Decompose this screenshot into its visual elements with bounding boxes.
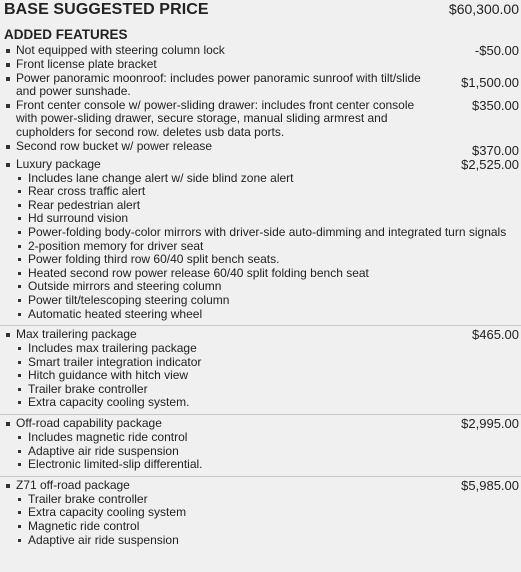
feature-text: Luxury package (16, 156, 101, 171)
sub-text: Power-folding body-color mirrors with driver-side auto-dimming and integrated turn signals (28, 224, 507, 239)
feature-text: Off-road capability package (16, 416, 162, 431)
sub-item (0, 253, 521, 267)
feature-item (0, 72, 521, 99)
sub-text: Trailer brake controller (28, 381, 148, 396)
feature-price: $5,985.00 (461, 477, 519, 493)
bullet-icon (6, 104, 10, 108)
feature-text: Front center console w/ power-sliding drawer: includes front center console with power-sliding drawer, secure storage, manual sliding armrest and cupholders for second row. deletes usb data ports. (16, 97, 415, 139)
sub-item (0, 493, 521, 507)
sub-item (0, 506, 521, 520)
sub-item (0, 396, 521, 410)
bullet-icon (6, 422, 10, 426)
sub-text: 2-position memory for driver seat (28, 238, 204, 253)
sub-text: Automatic heated steering wheel (28, 306, 203, 321)
feature-price: $465.00 (472, 327, 519, 343)
bullet-icon (18, 525, 21, 528)
feature-price: $350.00 (472, 97, 519, 113)
bullet-icon (6, 145, 10, 149)
bullet-icon (18, 272, 21, 275)
bullet-icon (18, 258, 21, 261)
bullet-icon (18, 511, 21, 514)
sub-text: Extra capacity cooling system (28, 505, 187, 520)
feature-item (0, 140, 521, 158)
bullet-icon (18, 498, 21, 501)
sub-item (0, 185, 521, 199)
offroad-package (0, 417, 521, 431)
feature-price: $370.00 (472, 142, 519, 158)
sub-item (0, 172, 521, 186)
feature-text: Power panoramic moonroof: includes power panoramic sunroof with tilt/slide and power sunshade. (16, 70, 421, 99)
sub-item (0, 308, 521, 322)
bullet-icon (6, 63, 10, 67)
sub-item (0, 280, 521, 294)
feature-price: $2,995.00 (461, 416, 519, 432)
sub-item (0, 520, 521, 534)
sub-text: Power folding third row 60/40 split bench seats. (28, 252, 280, 267)
sub-item (0, 383, 521, 397)
bullet-icon (18, 313, 21, 316)
sub-text: Trailer brake controller (28, 491, 148, 506)
feature-text: Not equipped with steering column lock (16, 43, 225, 57)
feature-text: Z71 off-road package (16, 477, 130, 492)
bullet-icon (18, 347, 21, 350)
bullet-icon (18, 299, 21, 302)
sub-text: Heated second row power release 60/40 split folding bench seat (28, 265, 369, 280)
sub-item (0, 199, 521, 213)
bullet-icon (6, 77, 10, 81)
feature-price: -$50.00 (474, 43, 519, 58)
bullet-icon (6, 484, 10, 488)
feature-item (0, 99, 521, 140)
divider (0, 414, 521, 415)
sub-item (0, 369, 521, 383)
bullet-icon (18, 204, 21, 207)
bullet-icon (18, 463, 21, 466)
feature-text: Second row bucket w/ power release (16, 138, 213, 153)
sub-text: Electronic limited-slip differential. (28, 457, 203, 472)
sub-item (0, 431, 521, 445)
sub-text: Adaptive air ride suspension (28, 532, 179, 547)
sub-item (0, 342, 521, 356)
bullet-icon (18, 217, 21, 220)
base-price-row (0, 0, 521, 23)
base-price-label: BASE SUGGESTED PRICE (4, 1, 209, 18)
feature-price: $2,525.00 (461, 156, 519, 172)
bullet-icon (18, 177, 21, 180)
divider (0, 476, 521, 477)
feature-item (0, 44, 521, 58)
bullet-icon (18, 436, 21, 439)
feature-item (0, 58, 521, 72)
luxury-package (0, 158, 521, 172)
bullet-icon (6, 163, 10, 167)
divider (0, 325, 521, 326)
sub-item (0, 458, 521, 472)
sub-item (0, 534, 521, 548)
sub-text: Includes lane change alert w/ side blind zone alert (28, 170, 294, 185)
bullet-icon (18, 285, 21, 288)
sub-item (0, 240, 521, 254)
sub-text: Hd surround vision (28, 211, 129, 226)
sub-item (0, 294, 521, 308)
bullet-icon (18, 388, 21, 391)
feature-text: Max trailering package (16, 327, 137, 342)
sub-text: Includes magnetic ride control (28, 430, 188, 445)
bullet-icon (18, 450, 21, 453)
max-trailering-package (0, 328, 521, 342)
base-price-value: $60,300.00 (448, 1, 519, 17)
sub-text: Power tilt/telescoping steering column (28, 292, 230, 307)
bullet-icon (6, 333, 10, 337)
sub-text: Includes max trailering package (28, 341, 197, 356)
bullet-icon (18, 361, 21, 364)
sub-item (0, 356, 521, 370)
sub-text: Outside mirrors and steering column (28, 279, 222, 294)
sub-text: Rear cross traffic alert (28, 184, 146, 199)
bullet-icon (18, 231, 21, 234)
bullet-icon (18, 401, 21, 404)
feature-price: $1,500.00 (461, 74, 519, 90)
bullet-icon (18, 539, 21, 542)
sub-text: Magnetic ride control (28, 519, 140, 534)
added-features-title: ADDED FEATURES (4, 27, 128, 42)
bullet-icon (6, 49, 10, 53)
z71-package (0, 479, 521, 493)
sub-text: Rear pedestrian alert (28, 197, 141, 212)
sub-item (0, 226, 521, 240)
sub-item (0, 445, 521, 459)
sub-text: Extra capacity cooling system. (28, 395, 190, 410)
bullet-icon (18, 374, 21, 377)
sub-text: Hitch guidance with hitch view (28, 368, 189, 383)
sub-text: Adaptive air ride suspension (28, 443, 179, 458)
bullet-icon (18, 190, 21, 193)
sub-item (0, 267, 521, 281)
bullet-icon (18, 245, 21, 248)
sub-item (0, 212, 521, 226)
sub-text: Smart trailer integration indicator (28, 354, 202, 369)
feature-text: Front license plate bracket (16, 57, 157, 71)
